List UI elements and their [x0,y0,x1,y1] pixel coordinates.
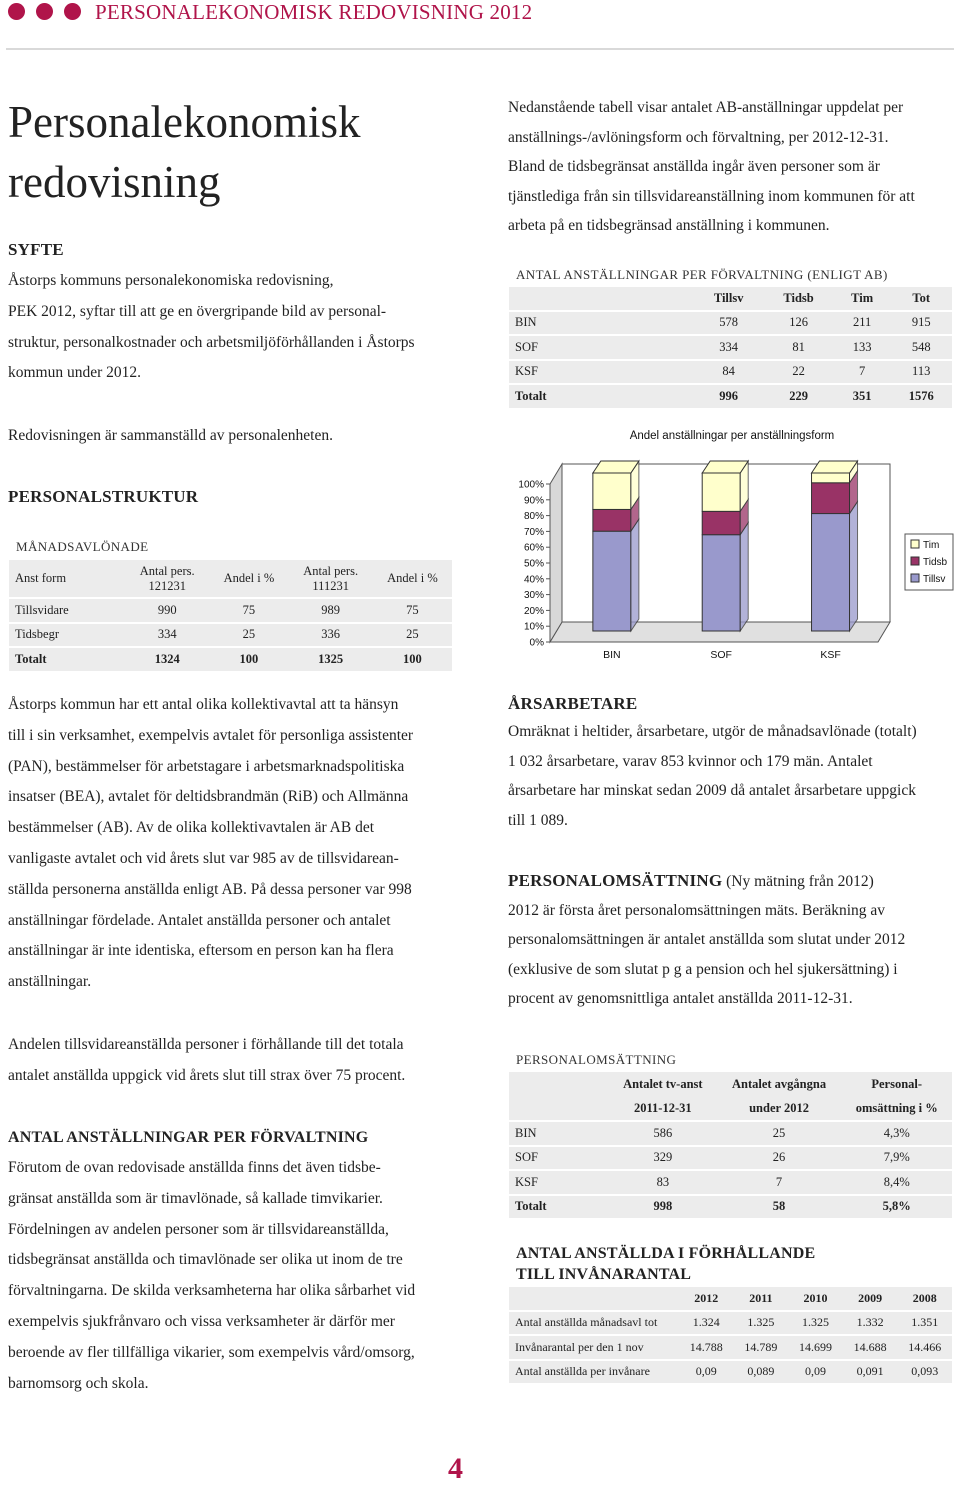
text-line: arbeta på en tidsbegränsad anställning i kommunen. [508,217,830,235]
omsattning-table-caption: PERSONALOMSÄTTNING [516,1052,677,1067]
table-cell: 1.351 [897,1310,952,1335]
table-cell: 211 [834,310,891,335]
bar-top [812,461,858,473]
page-title-line: Personalekonomisk [8,97,361,147]
table-cell: Tidsbegr [9,622,125,647]
bar-segment-side [631,519,639,631]
table-cell: 351 [834,383,891,408]
table-cell: 22 [763,359,834,384]
y-tick-label: 90% [523,495,544,507]
personalstruktur-subheading: MÅNADSAVLÖNADE [16,539,149,554]
text-line: Åstorps kommuns personalekonomiska redovisning, [8,272,334,289]
text-line: förvaltningarna. De skilda verksamheterna har olika sårbarhet vid [8,1282,416,1300]
text-line: tjänstlediga från sin tillsvidareanställning inom kommunen för att [508,187,915,205]
table-cell: 8,4% [841,1169,952,1194]
intro-text [508,93,958,241]
table-cell: 133 [834,334,891,359]
table-cell: 4,3% [841,1120,952,1145]
table-header-cell: Anst form [9,560,125,597]
table-header-cell [717,1072,842,1120]
table-cell: 1.324 [679,1310,734,1335]
table-header-cell [125,560,209,597]
table-cell: 578 [694,310,763,335]
table-header-row [509,287,952,310]
table-cell: 998 [609,1194,717,1219]
invanare-heading [516,1243,815,1285]
bar-top [593,461,639,473]
header-line: under 2012 [749,1101,809,1115]
table-header-cell [288,560,372,597]
table-row [509,1334,952,1359]
x-tick-label: BIN [603,649,621,661]
table-cell: 0,089 [734,1359,789,1384]
table-cell: 5,8% [841,1194,952,1219]
header-title: PERSONALEKONOMISK REDOVISNING 2012 [95,0,533,24]
syfte-text [8,266,488,389]
ab-table-caption: ANTAL ANSTÄLLNINGAR PER FÖRVALTNING (ENLIGT AB) [516,267,888,282]
legend-swatch [911,540,919,548]
legend-swatch [911,557,919,565]
header-line: Antalet tv-anst [623,1077,703,1091]
text-line: (exklusive de som slutat p g a pension och hel sjukersättning) i [508,960,898,978]
table-cell: 1325 [288,646,372,671]
table-cell: BIN [509,1120,609,1145]
table-cell: 100 [209,646,288,671]
table-cell: 915 [890,310,952,335]
bar-segment-side [740,523,748,631]
text-line: insatser (BEA), avtalet för deltidsbrandmän (RiB) och Allmänna [8,788,409,806]
text-line: (PAN), bestämmelser för arbetstagare i arbetsmarknadspolitiska [8,757,405,775]
bar-segment [593,509,631,531]
header-dot-icon [8,3,25,20]
legend-swatch [911,574,919,582]
bar-top [702,461,748,473]
y-tick-label: 30% [523,590,544,602]
table-cell: Tillsvidare [9,597,125,622]
table-cell: 75 [209,597,288,622]
table-cell: 58 [717,1194,842,1219]
text-line: anställnings-/avlöningsform och förvaltning, per 2012-12-31. [508,128,889,146]
page-title-line: redovisning [8,157,221,207]
arsarbetare-heading: ÅRSARBETARE [508,694,638,713]
table-cell: 334 [694,334,763,359]
table-cell: 334 [125,622,209,647]
header-line: Antalet avgångna [731,1077,827,1091]
table-cell: 25 [209,622,288,647]
text-line: gränsat anställda som är timavlönade, så kallade timvikarier. [8,1189,383,1207]
header-line: 111231 [312,578,349,593]
syfte-note: Redovisningen är sammanställd av personalenheten. [8,427,333,444]
table-row [509,1310,952,1335]
table-cell: 989 [288,597,372,622]
page-number: 4 [448,1452,463,1485]
y-tick-label: 80% [523,511,544,523]
antal-forvaltning-heading: ANTAL ANSTÄLLNINGAR PER FÖRVALTNING [8,1129,369,1146]
table-cell: 0,09 [788,1359,843,1384]
table-header-cell [609,1072,717,1120]
bar-segment [812,514,850,631]
text-line: kommun under 2012. [8,364,142,382]
text-line: Nedanstående tabell visar antalet AB-anställningar uppdelat per [508,99,904,116]
syfte-heading: SYFTE [8,240,64,259]
header-line: 2011-12-31 [634,1101,692,1115]
table-cell: Antal anställda månadsavl tot [509,1310,679,1335]
table-header-cell: Tot [890,287,952,310]
table-cell: 26 [717,1145,842,1170]
bar-segment [702,511,740,534]
text-line: exempelvis sjukfrånvaro och vissa verksamheter är därför mer [8,1312,395,1330]
table-row [509,1120,952,1145]
text-line: bestämmelser (AB). Av de olika kollektivavtalen är AB det [8,819,375,837]
text-line: struktur, personalkostnader och arbetsmiljöförhållanden i Åstorps [8,333,415,351]
arsarbetare-text [508,717,958,835]
table-row [509,359,952,384]
y-tick-label: 70% [523,526,544,538]
header-divider [6,48,954,50]
table-cell: 990 [125,597,209,622]
text-line: ställda personerna anställda enligt AB. På dessa personer var 998 [8,880,412,898]
table-header-cell: 2011 [734,1287,789,1310]
y-tick-label: 10% [523,621,544,633]
table-cell: Totalt [509,383,694,408]
table-cell: 0,093 [897,1359,952,1384]
text-line: Omräknat i heltider, årsarbetare, utgör de månadsavlönade (totalt) [508,723,917,740]
table-cell: 75 [373,597,452,622]
y-tick-label: 50% [523,558,544,570]
table-cell: 1324 [125,646,209,671]
table-cell: 7 [834,359,891,384]
text-line: 1 032 årsarbetare, varav 853 kvinnor och 179 män. Antalet [508,752,873,770]
table-cell: Antal anställda per invånare [509,1359,679,1384]
text-line: procent av genomsnittliga antalet anställda 2011-12-31. [508,990,853,1008]
heading-line: TILL INVÅNARANTAL [516,1266,692,1283]
table-row [509,1359,952,1384]
bar-segment [593,531,631,631]
legend-label: Tim [923,540,940,551]
table-header-cell: 2012 [679,1287,734,1310]
table-cell: Totalt [9,646,125,671]
table-header-row [509,1287,952,1310]
table-header-cell [509,287,694,310]
table-header-cell: 2009 [843,1287,898,1310]
table-cell: 1.325 [734,1310,789,1335]
table-cell: KSF [509,359,694,384]
table-row [509,334,952,359]
table-cell: 81 [763,334,834,359]
personalstruktur-table [9,560,452,671]
table-cell: 336 [288,622,372,647]
table-cell: SOF [509,334,694,359]
table-total-row [9,646,452,671]
table-cell: 25 [373,622,452,647]
text-line: Bland de tidsbegränsat anställda ingår även personer som är [508,158,880,176]
chart-bars [593,461,858,631]
bar-segment-side [850,502,858,631]
text-line: PEK 2012, syftar till att ge en övergripande bild av personal- [8,302,387,320]
bar-segment [812,483,850,514]
text-line: 2012 är första året personalomsättningen mäts. Beräkning av [508,902,886,919]
omsattning-table [509,1072,952,1218]
table-row [9,622,452,647]
personalstruktur-heading: PERSONALSTRUKTUR [8,487,199,506]
table-cell: 0,09 [679,1359,734,1384]
chart-title: Andel anställningar per anställningsform [629,430,835,442]
header-line: 121231 [148,578,186,593]
table-cell: 84 [694,359,763,384]
y-tick-label: 100% [518,479,544,491]
table-header-cell: Andel i % [209,560,288,597]
header-dot-icon [64,3,81,20]
text-line: tidsbegränsat anställda och timavlönade ser olika ut inom de tre [8,1251,403,1269]
table-cell: 83 [609,1169,717,1194]
text-line: antalet anställda uppgick vid årets slut till strax över 75 procent. [8,1066,406,1084]
text-line: anställningar är inte identiska, eftersom en person kan ha flera [8,942,394,960]
omsattning-heading-suffix: (Ny mätning från 2012) [722,873,874,890]
table-cell: 126 [763,310,834,335]
table-header-cell: 2010 [788,1287,843,1310]
text-line: Åstorps kommun har ett antal olika kollektivavtal att ta hänsyn [8,696,399,713]
text-line: barnomsorg och skola. [8,1374,149,1392]
text-line: Fördelningen av andelen personer som är tillsvidareanställda, [8,1220,389,1238]
table-cell: 14.466 [897,1334,952,1359]
table-header-cell [841,1072,952,1120]
table-cell: 14.688 [843,1334,898,1359]
legend-label: Tillsv [923,574,946,585]
table-row [9,597,452,622]
table-cell: 586 [609,1120,717,1145]
table-cell: Invånarantal per den 1 nov [509,1334,679,1359]
header-line: Personal- [871,1077,923,1091]
table-header-cell: Tidsb [763,287,834,310]
table-cell: BIN [509,310,694,335]
kollektivavtal-text [8,690,488,998]
header-line: Antal pers. [139,563,195,578]
table-cell: 1.325 [788,1310,843,1335]
y-tick-label: 40% [523,574,544,586]
bar-segment [702,473,740,511]
table-cell: 996 [694,383,763,408]
table-header-cell [509,1072,609,1120]
table-cell: 7 [717,1169,842,1194]
bar-segment [702,535,740,631]
table-row [509,310,952,335]
table-cell: 0,091 [843,1359,898,1384]
table-cell: 14.699 [788,1334,843,1359]
text-line: anställningar. [8,973,92,991]
table-cell: 229 [763,383,834,408]
heading-line: ANTAL ANSTÄLLDA I FÖRHÅLLANDE [516,1245,816,1262]
text-line: Andelen tillsvidareanställda personer i förhållande till det totala [8,1036,404,1053]
table-header-cell [509,1287,679,1310]
table-header-row [509,1072,952,1120]
x-tick-label: SOF [710,649,732,661]
bar-segment [812,473,850,483]
text-line: vanligaste avtalet och vid årets slut var 985 av de tillsvidarean- [8,849,399,867]
text-line: årsarbetare har minskat sedan 2009 då antalet årsarbetare uppgick [508,782,916,800]
stacked-bar-chart [500,420,960,670]
table-cell: 548 [890,334,952,359]
text-line: personalomsättningen är antalet anställda som slutat under 2012 [508,931,906,949]
chart-legend [905,534,953,590]
andelen-text [8,1030,488,1092]
table-cell: 329 [609,1145,717,1170]
bar-segment [593,473,631,509]
chart-side-wall [550,464,562,642]
table-header-row [9,560,452,597]
text-line: Förutom de ovan redovisade anställda finns det även tidsbe- [8,1159,381,1176]
y-tick-label: 0% [529,637,544,649]
table-cell: 7,9% [841,1145,952,1170]
header-dot-icon [36,3,53,20]
header-line: Antal pers. [303,563,359,578]
table-cell: KSF [509,1169,609,1194]
antal-forvaltning-text [8,1153,488,1399]
table-cell: Totalt [509,1194,609,1219]
table-cell: SOF [509,1145,609,1170]
table-header-cell: Tim [834,287,891,310]
text-line: till i sin verksamhet, exempelvis avtalet för personliga assistenter [8,726,414,744]
table-cell: 14.789 [734,1334,789,1359]
legend-label: Tidsb [923,557,948,568]
table-cell: 1576 [890,383,952,408]
y-tick-label: 20% [523,605,544,617]
table-header-cell: Andel i % [373,560,452,597]
header-line: omsättning i % [855,1101,938,1115]
text-line: beroende av fler tillfälliga vikarier, som exempelvis vård/omsorg, [8,1343,415,1361]
text-line: anställningar fördelade. Antalet anställda personer och antalet [8,911,391,929]
ab-table [509,287,952,408]
table-row [509,1145,952,1170]
table-total-row [509,383,952,408]
y-tick-label: 60% [523,542,544,554]
table-cell: 25 [717,1120,842,1145]
table-cell: 14.788 [679,1334,734,1359]
table-cell: 113 [890,359,952,384]
omsattning-text [508,896,958,1014]
table-total-row [509,1194,952,1219]
table-cell: 1.332 [843,1310,898,1335]
text-line: till 1 089. [508,811,568,829]
table-header-cell: Tillsv [694,287,763,310]
x-tick-label: KSF [820,649,841,661]
table-row [509,1169,952,1194]
table-header-cell: 2008 [897,1287,952,1310]
page-title [8,92,360,212]
invanare-table [509,1287,952,1383]
omsattning-heading-bold: PERSONALOMSÄTTNING [508,871,723,890]
omsattning-heading [508,866,874,898]
table-cell: 100 [373,646,452,671]
